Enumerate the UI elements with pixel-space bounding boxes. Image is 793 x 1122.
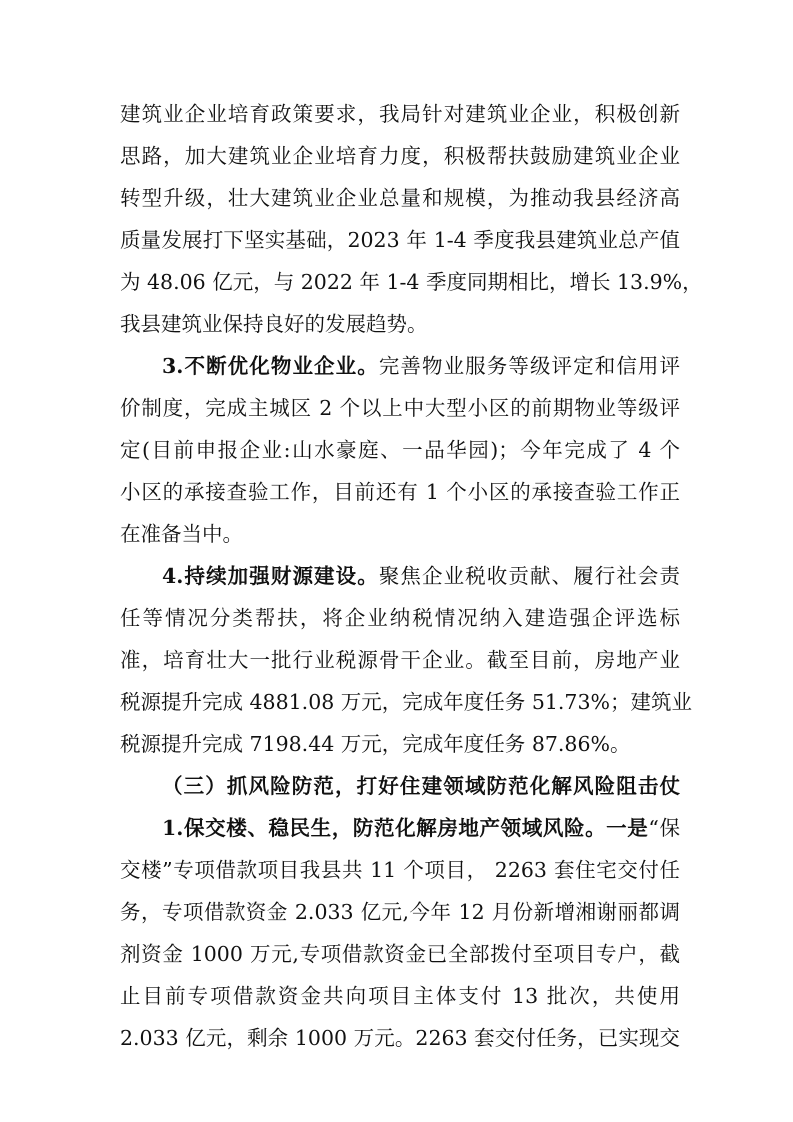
paragraph-line: 在准备当中。 [120, 522, 243, 546]
part-3-heading: （三）抓风险防范，打好住建领域防范化解风险阻击仗 [162, 774, 680, 798]
paragraph-line: 思路，加大建筑业企业培育力度，积极帮扶鼓励建筑业企业 [120, 144, 680, 168]
section-4-heading: 4.持续加强财源建设。 [162, 564, 379, 588]
paragraph-line: 小区的承接查验工作，目前还有 1 个小区的承接查验工作正 [120, 480, 680, 504]
paragraph-line: 建筑业企业培育政策要求，我局针对建筑业企业，积极创新 [120, 102, 680, 126]
paragraph-line: 为 48.06 亿元，与 2022 年 1-4 季度同期相比，增长 13.9%， [120, 270, 703, 294]
paragraph-line: 定(目前申报企业:山水豪庭、一品华园)；今年完成了 4 个 [120, 438, 680, 462]
paragraph-line: 价制度，完成主城区 2 个以上中大型小区的前期物业等级评 [120, 396, 680, 420]
section-3-heading: 3.不断优化物业企业。 [162, 354, 379, 378]
section-1-first-text: “保 [648, 816, 680, 840]
paragraph-line: 止目前专项借款资金共向项目主体支付 13 批次，共使用 [120, 984, 680, 1008]
paragraph-line: 税源提升完成 7198.44 万元，完成年度任务 87.86%。 [120, 732, 631, 756]
paragraph-line: 剂资金 1000 万元,专项借款资金已全部拨付至项目专户，截 [120, 942, 680, 966]
section-1-heading: 1.保交楼、稳民生，防范化解房地产领域风险。一是 [162, 816, 649, 840]
paragraph-line: 交楼”专项借款项目我县共 11 个项目， 2263 套住宅交付任 [120, 858, 680, 882]
paragraph-line: 务，专项借款资金 2.033 亿元,今年 12 月份新增湘谢丽都调 [120, 900, 680, 924]
paragraph-line: 转型升级，壮大建筑业企业总量和规模，为推动我县经济高 [120, 186, 680, 210]
section-4-first-line [162, 562, 680, 590]
paragraph-line: 2.033 亿元，剩余 1000 万元。2263 套交付任务，已实现交 [120, 1026, 680, 1050]
section-1-first-line [162, 814, 680, 842]
paragraph-line: 准，培育壮大一批行业税源骨干企业。截至目前，房地产业 [120, 648, 680, 672]
section-3-first-line [162, 352, 680, 380]
paragraph-line: 我县建筑业保持良好的发展趋势。 [120, 312, 428, 336]
section-3-first-text: 完善物业服务等级评定和信用评 [378, 354, 680, 378]
paragraph-line: 质量发展打下坚实基础，2023 年 1-4 季度我县建筑业总产值 [120, 228, 680, 252]
section-4-first-text: 聚焦企业税收贡献、履行社会责 [378, 564, 680, 588]
paragraph-line: 税源提升完成 4881.08 万元，完成年度任务 51.73%；建筑业 [120, 690, 692, 714]
paragraph-line: 任等情况分类帮扶，将企业纳税情况纳入建造强企评选标 [120, 606, 680, 630]
